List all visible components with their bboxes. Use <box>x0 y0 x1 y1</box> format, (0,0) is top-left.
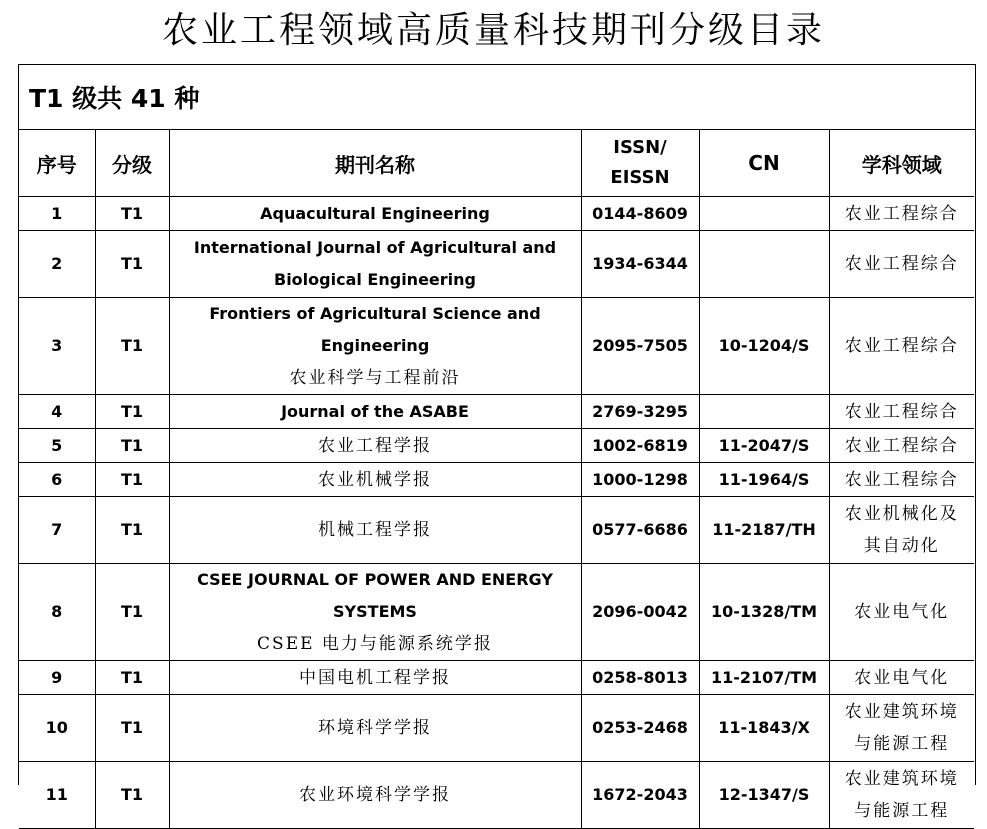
cell-journal-name <box>169 231 581 298</box>
journal-name-line: Aquacultural Engineering <box>260 203 490 223</box>
header-issn <box>581 130 699 197</box>
cell-journal-name <box>169 661 581 695</box>
cell-journal-name <box>169 762 581 829</box>
header-issn-line2: EISSN <box>610 167 670 188</box>
cell-issn: 1000-1298 <box>581 463 699 497</box>
table-row <box>19 429 974 463</box>
cell-journal-name <box>169 564 581 661</box>
cell-issn: 2769-3295 <box>581 395 699 429</box>
cell-field <box>829 762 974 829</box>
cell-field <box>829 298 974 395</box>
cell-journal-name <box>169 197 581 231</box>
cell-grade: T1 <box>95 762 169 829</box>
header-field: 学科领域 <box>829 130 974 197</box>
cell-journal-name <box>169 395 581 429</box>
cell-index: 8 <box>19 564 95 661</box>
cell-index: 4 <box>19 395 95 429</box>
field-line: 农业工程综合 <box>844 435 959 456</box>
level-heading: T1 级共 41 种 <box>19 65 975 130</box>
cell-grade: T1 <box>95 429 169 463</box>
cell-grade: T1 <box>95 661 169 695</box>
cell-cn: 11-2187/TH <box>699 497 829 564</box>
cell-grade: T1 <box>95 231 169 298</box>
cell-grade: T1 <box>95 395 169 429</box>
journal-name-line: 环境科学学报 <box>318 718 432 738</box>
header-cn: CN <box>699 130 829 197</box>
field-line: 农业建筑环境 <box>844 702 959 722</box>
table-row <box>19 395 974 429</box>
journal-name-line: 农业工程学报 <box>318 435 432 456</box>
cell-journal-name <box>169 429 581 463</box>
cell-field <box>829 231 974 298</box>
journal-name-line: Frontiers of Agricultural Science and Engineering <box>209 304 541 355</box>
cell-cn: 12-1347/S <box>699 762 829 829</box>
cell-cn: 10-1204/S <box>699 298 829 395</box>
table-row <box>19 298 974 395</box>
table-header-row <box>19 130 974 197</box>
cell-issn: 0577-6686 <box>581 497 699 564</box>
cell-field <box>829 497 974 564</box>
cell-journal-name <box>169 497 581 564</box>
table-row <box>19 695 974 762</box>
cell-field <box>829 429 974 463</box>
field-line: 农业电气化 <box>854 667 950 688</box>
page-title: 农业工程领域高质量科技期刊分级目录 <box>161 10 825 51</box>
journal-name-line: Biological Engineering <box>274 270 476 289</box>
cell-journal-name <box>169 298 581 395</box>
cell-journal-name <box>169 695 581 762</box>
cell-grade: T1 <box>95 463 169 497</box>
cell-grade: T1 <box>95 497 169 564</box>
field-line: 农业工程综合 <box>844 336 959 356</box>
cell-issn: 0144-8609 <box>581 197 699 231</box>
journal-name-line: CSEE 电力与能源系统学报 <box>257 634 493 654</box>
cell-journal-name <box>169 463 581 497</box>
header-issn-line1: ISSN/ <box>613 137 667 158</box>
cell-field <box>829 695 974 762</box>
cell-field <box>829 661 974 695</box>
cell-index: 11 <box>19 762 95 829</box>
header-index: 序号 <box>19 130 95 197</box>
cell-issn: 1934-6344 <box>581 231 699 298</box>
field-line: 农业工程综合 <box>844 203 959 224</box>
cell-issn: 1002-6819 <box>581 429 699 463</box>
cell-index: 3 <box>19 298 95 395</box>
field-line: 与能源工程 <box>854 734 950 754</box>
cell-field <box>829 463 974 497</box>
journal-name-line: 农业环境科学学报 <box>299 785 451 805</box>
cell-cn <box>699 197 829 231</box>
cell-field <box>829 564 974 661</box>
cell-grade: T1 <box>95 695 169 762</box>
cell-grade: T1 <box>95 564 169 661</box>
cell-index: 7 <box>19 497 95 564</box>
cell-cn <box>699 395 829 429</box>
table-row <box>19 762 974 829</box>
cell-field <box>829 395 974 429</box>
table-row <box>19 497 974 564</box>
field-line: 其自动化 <box>863 536 940 556</box>
header-grade: 分级 <box>95 130 169 197</box>
cell-index: 10 <box>19 695 95 762</box>
journal-name-line: 机械工程学报 <box>318 520 432 540</box>
field-line: 农业工程综合 <box>844 401 959 422</box>
field-line: 农业工程综合 <box>844 469 959 490</box>
journal-name-line: CSEE JOURNAL OF POWER AND ENERGY SYSTEMS <box>197 570 553 621</box>
cell-cn: 11-2107/TM <box>699 661 829 695</box>
field-line: 与能源工程 <box>854 801 950 821</box>
cell-issn: 0258-8013 <box>581 661 699 695</box>
cell-index: 2 <box>19 231 95 298</box>
header-journal-name: 期刊名称 <box>169 130 581 197</box>
journal-table <box>19 130 974 829</box>
cell-cn: 10-1328/TM <box>699 564 829 661</box>
cell-issn: 0253-2468 <box>581 695 699 762</box>
cell-index: 9 <box>19 661 95 695</box>
journal-name-line: 农业科学与工程前沿 <box>289 368 461 388</box>
table-row <box>19 661 974 695</box>
field-line: 农业工程综合 <box>844 254 959 274</box>
cell-grade: T1 <box>95 197 169 231</box>
cell-issn: 2096-0042 <box>581 564 699 661</box>
table-row <box>19 463 974 497</box>
cell-cn: 11-2047/S <box>699 429 829 463</box>
cell-issn: 2095-7505 <box>581 298 699 395</box>
field-line: 农业建筑环境 <box>844 769 959 789</box>
cell-field <box>829 197 974 231</box>
field-line: 农业机械化及 <box>844 504 959 524</box>
cell-index: 6 <box>19 463 95 497</box>
journal-name-line: International Journal of Agricultural and <box>193 238 557 257</box>
cell-index: 5 <box>19 429 95 463</box>
cell-cn: 11-1964/S <box>699 463 829 497</box>
cell-issn: 1672-2043 <box>581 762 699 829</box>
journal-name-line: 中国电机工程学报 <box>299 667 451 688</box>
table-row <box>19 564 974 661</box>
journal-name-line: 农业机械学报 <box>318 469 432 490</box>
journal-table-container <box>18 64 976 821</box>
cell-cn: 11-1843/X <box>699 695 829 762</box>
cell-index: 1 <box>19 197 95 231</box>
cell-grade: T1 <box>95 298 169 395</box>
table-row <box>19 231 974 298</box>
journal-name-line: Journal of the ASABE <box>281 401 469 421</box>
cell-cn <box>699 231 829 298</box>
field-line: 农业电气化 <box>854 602 950 622</box>
table-row <box>19 197 974 231</box>
table-body <box>19 197 974 829</box>
